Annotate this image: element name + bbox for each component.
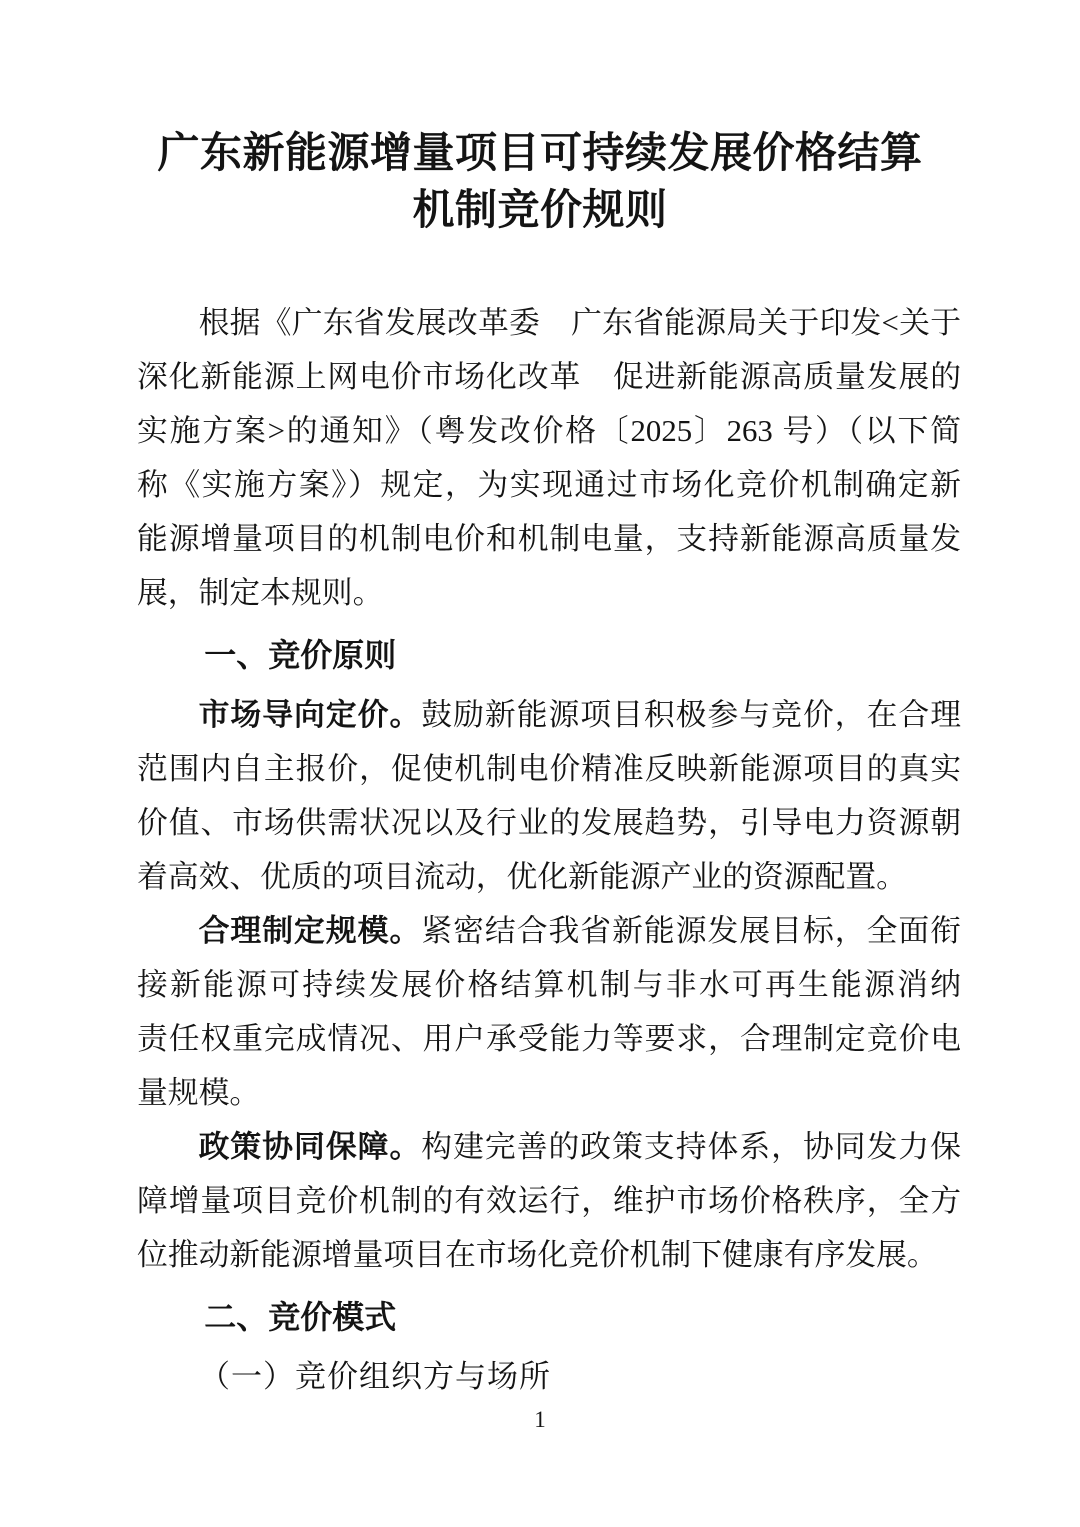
title-line-1: 广东新能源增量项目可持续发展价格结算 xyxy=(157,131,923,177)
document-title xyxy=(0,0,1080,240)
text-line: 根据《广东省发展改革委 广东省能源局关于印发<关于 xyxy=(198,306,961,340)
text-line xyxy=(137,904,961,958)
text-line: 位推动新能源增量项目在市场化竞价机制下健康有序发展。 xyxy=(137,1238,938,1272)
paragraph-text: 紧密结合我省新能源发展目标，全面衔 xyxy=(421,914,962,948)
section-1-heading: 一、竞价原则 xyxy=(204,637,397,673)
paragraph-text: 构建完善的政策支持体系，协同发力保 xyxy=(421,1130,962,1164)
text-line: 价值、市场供需状况以及行业的发展趋势，引导电力资源朝 xyxy=(137,806,961,840)
paragraph-lead: 合理制定规模。 xyxy=(198,914,422,948)
page-number: 1 xyxy=(534,1407,546,1432)
principle-paragraph-scale xyxy=(137,904,961,1120)
text-line: 责任权重完成情况、用户承受能力等要求，合理制定竞价电 xyxy=(137,1022,961,1056)
text-line: 障增量项目竞价机制的有效运行，维护市场价格秩序，全方 xyxy=(137,1184,961,1218)
paragraph-lead: 政策协同保障。 xyxy=(198,1130,422,1164)
principle-paragraph-policy xyxy=(137,1120,961,1282)
text-line: 着高效、优质的项目流动，优化新能源产业的资源配置。 xyxy=(137,860,907,894)
text-line: 能源增量项目的机制电价和机制电量，支持新能源高质量发 xyxy=(137,522,961,556)
text-line xyxy=(137,1120,961,1174)
principle-paragraph-market xyxy=(137,688,961,904)
intro-paragraph xyxy=(137,296,961,620)
text-line: 深化新能源上网电价市场化改革 促进新能源高质量发展的 xyxy=(137,360,961,394)
text-line: 实施方案>的通知》（粤发改价格〔2025〕263 号）（以下简 xyxy=(137,414,961,448)
text-line: 接新能源可持续发展价格结算机制与非水可再生能源消纳 xyxy=(137,968,961,1002)
section-2-heading: 二、竞价模式 xyxy=(204,1299,397,1335)
paragraph-text: 鼓励新能源项目积极参与竞价，在合理 xyxy=(421,698,962,732)
title-line-2: 机制竞价规则 xyxy=(412,188,668,234)
page-footer xyxy=(0,1400,1080,1440)
text-line xyxy=(137,688,961,742)
document-body xyxy=(137,296,961,1404)
text-line: 范围内自主报价，促使机制电价精准反映新能源项目的真实 xyxy=(137,752,961,786)
text-line: 量规模。 xyxy=(137,1076,261,1110)
text-line: 展，制定本规则。 xyxy=(137,576,384,610)
section-2-subheading: （一）竞价组织方与场所 xyxy=(199,1359,551,1394)
text-line: 称《实施方案》）规定，为实现通过市场化竞价机制确定新 xyxy=(137,468,961,502)
paragraph-lead: 市场导向定价。 xyxy=(198,698,422,732)
